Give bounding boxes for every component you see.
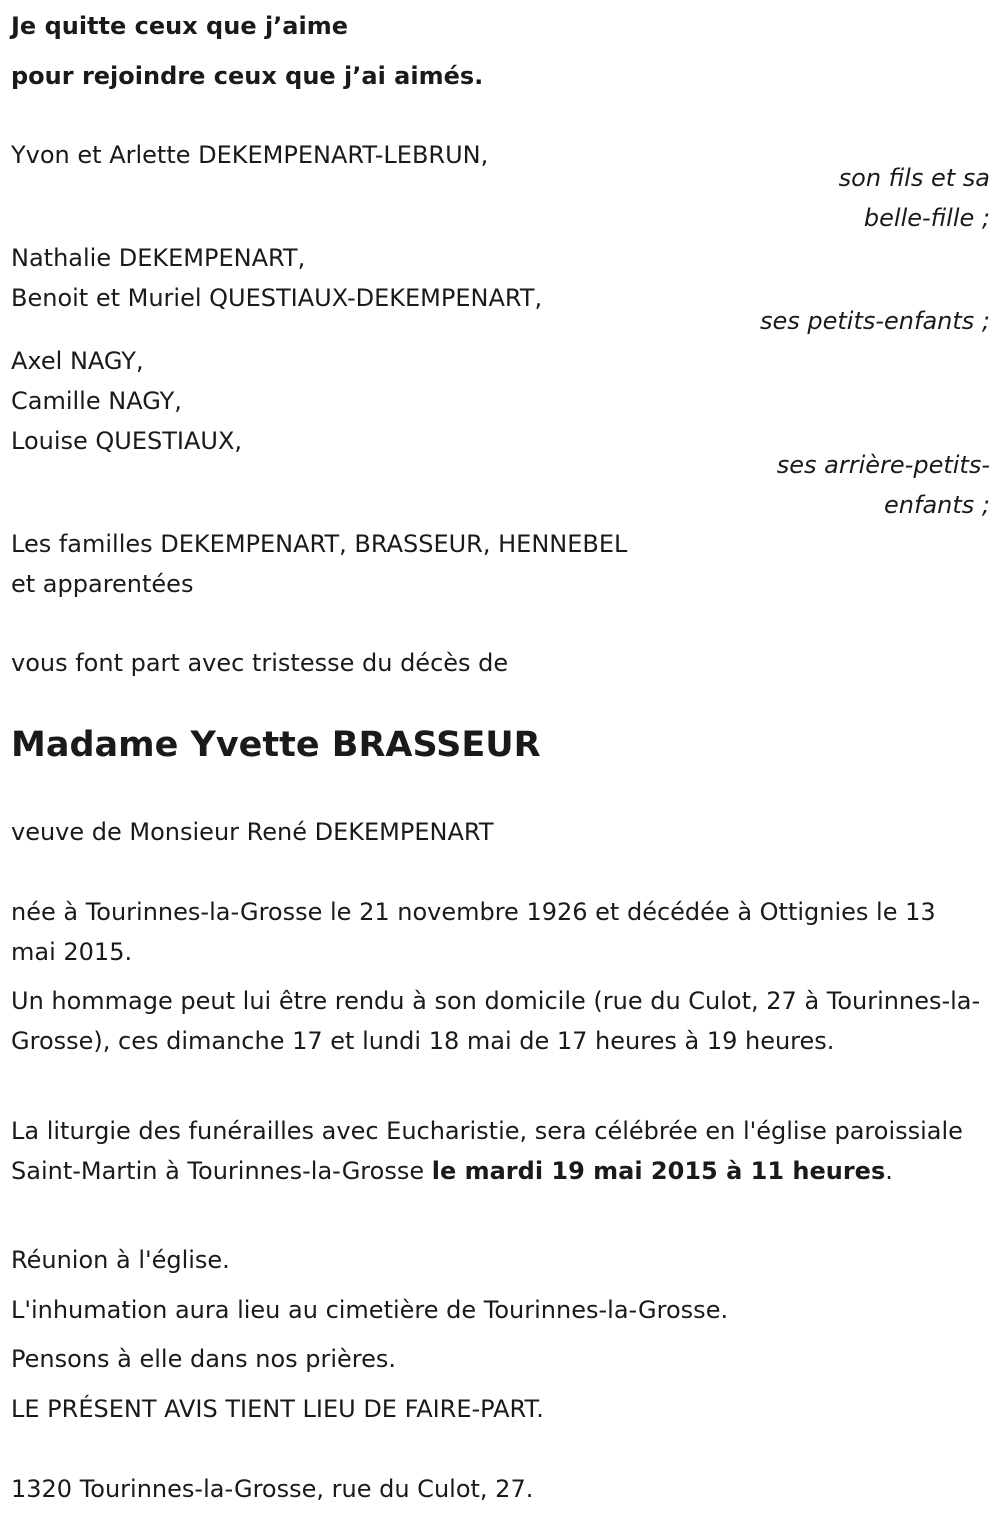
birth-death-paragraph: née à Tourinnes-la-Grosse le 21 novembre 1926 et décédée à Ottignies le 13 mai 2015.: [11, 898, 936, 966]
families-line-1: Les familles DEKEMPENART, BRASSEUR, HENNEBEL: [11, 530, 628, 558]
families-line-2: et apparentées: [11, 570, 194, 598]
son-relation-line-1: son fils et sa: [838, 164, 990, 192]
epigraph-line-2: pour rejoindre ceux que j’ai aimés.: [11, 62, 484, 90]
grandchildren-relation: ses petits-enfants ;: [759, 307, 990, 335]
tribute-paragraph: Un hommage peut lui être rendu à son domicile (rue du Culot, 27 à Tourinnes-la-Grosse), ces dimanche 17 et lundi 18 mai de 17 heures à 19 heures.: [11, 987, 981, 1055]
son-name: Yvon et Arlette DEKEMPENART-LEBRUN,: [11, 141, 489, 169]
widow-of-text: veuve de Monsieur René DEKEMPENART: [11, 818, 494, 846]
liturgy-date-time: le mardi 19 mai 2015 à 11 heures: [431, 1157, 886, 1185]
address-text: 1320 Tourinnes-la-Grosse, rue du Culot, 27.: [11, 1475, 534, 1503]
grandchild-line-2: Benoit et Muriel QUESTIAUX-DEKEMPENART,: [11, 284, 543, 312]
burial-text: L'inhumation aura lieu au cimetière de Tourinnes-la-Grosse.: [11, 1296, 729, 1324]
announcement-text: vous font part avec tristesse du décès de: [11, 649, 509, 677]
meeting-text: Réunion à l'église.: [11, 1246, 230, 1274]
epigraph-line-1: Je quitte ceux que j’aime: [11, 12, 349, 40]
liturgy-paragraph: [11, 1111, 986, 1191]
great-grandchild-line-3: Louise QUESTIAUX,: [11, 427, 243, 455]
grandchild-line-1: Nathalie DEKEMPENART,: [11, 244, 306, 272]
great-grandchild-line-1: Axel NAGY,: [11, 347, 144, 375]
deceased-name: Madame Yvette BRASSEUR: [11, 725, 541, 765]
great-grandchild-line-2: Camille NAGY,: [11, 387, 182, 415]
great-grandchildren-relation-line-2: enfants ;: [884, 491, 990, 519]
liturgy-end: .: [885, 1157, 893, 1185]
son-relation-line-2: belle-fille ;: [863, 204, 990, 232]
notice-text: LE PRÉSENT AVIS TIENT LIEU DE FAIRE-PART.: [11, 1395, 544, 1423]
prayer-text: Pensons à elle dans nos prières.: [11, 1345, 397, 1373]
great-grandchildren-relation-line-1: ses arrière-petits-: [776, 451, 990, 479]
liturgy-text: La liturgie des funérailles avec Eucharistie, sera célébrée en l'église paroissiale Saint-Martin à Tourinnes-la-Grosse: [11, 1117, 963, 1185]
